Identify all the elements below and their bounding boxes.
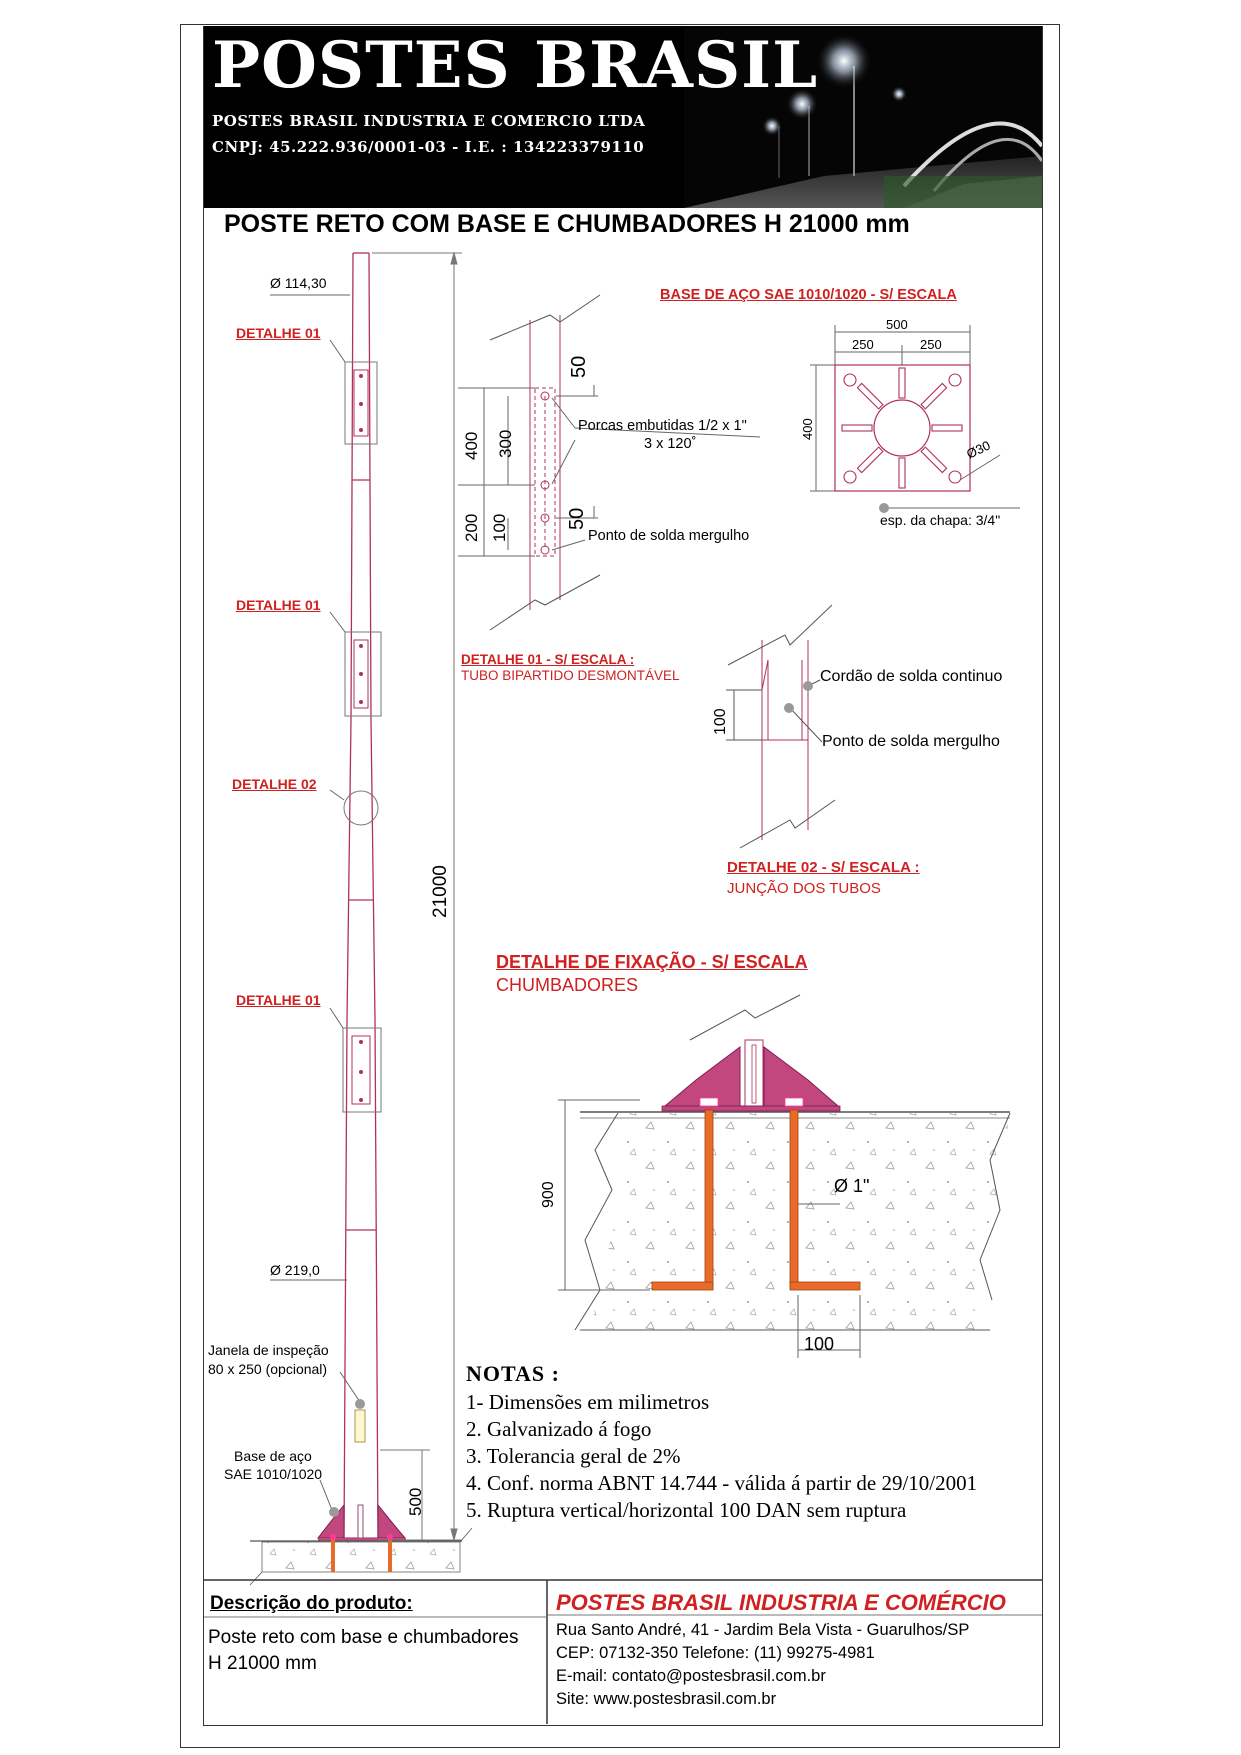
top-diameter-label: Ø 114,30 bbox=[270, 275, 327, 291]
product-description bbox=[208, 1625, 519, 1677]
base-plate-width: 500 bbox=[886, 317, 908, 332]
brand-logo: POSTES BRASIL bbox=[212, 28, 819, 103]
product-description-heading: Descrição do produto: bbox=[210, 1593, 413, 1614]
d01-dim-200: 200 bbox=[462, 513, 481, 542]
notes-heading: NOTAS : bbox=[466, 1361, 560, 1386]
anchor-base-plate bbox=[662, 995, 840, 1111]
d01-dim-400: 400 bbox=[462, 431, 481, 460]
detail-01-drawing bbox=[530, 315, 560, 610]
base-plate-hole: Ø30 bbox=[964, 437, 993, 462]
note-item: 3. Tolerancia geral de 2% bbox=[466, 1444, 681, 1468]
detail-02-drawing bbox=[762, 640, 808, 840]
detail02-tag: DETALHE 02 bbox=[232, 776, 317, 792]
d01-subtitle: TUBO BIPARTIDO DESMONTÁVEL bbox=[461, 668, 680, 683]
note-item: 5. Ruptura vertical/horizontal 100 DAN sem ruptura bbox=[466, 1498, 907, 1522]
footer-site[interactable]: Site: www.postesbrasil.com.br bbox=[556, 1690, 777, 1708]
bottom-diameter-label: Ø 219,0 bbox=[270, 1262, 320, 1278]
pole-elevation bbox=[344, 253, 378, 1540]
base-steel-label: Base de aço bbox=[234, 1448, 312, 1464]
d02-weld-point: Ponto de solda mergulho bbox=[822, 733, 1000, 750]
detail01-tag-mid: DETALHE 01 bbox=[236, 597, 321, 613]
d01-dim-50-bottom: 50 bbox=[566, 507, 588, 530]
page-title: POSTE RETO COM BASE E CHUMBADORES H 21000 mm bbox=[224, 210, 910, 238]
d02-title: DETALHE 02 - S/ ESCALA : bbox=[727, 859, 920, 876]
note-item: 2. Galvanizado á fogo bbox=[466, 1417, 652, 1441]
base-plate-half-right: 250 bbox=[920, 337, 942, 352]
anchor-subtitle: CHUMBADORES bbox=[496, 975, 639, 995]
anchor-hook-length: 100 bbox=[804, 1334, 835, 1354]
d01-nuts-angle: 3 x 120˚ bbox=[644, 436, 697, 452]
d01-title: DETALHE 01 - S/ ESCALA : bbox=[461, 652, 635, 667]
d02-weld-continuous: Cordão de solda continuo bbox=[820, 668, 1003, 685]
pole-leader-lines bbox=[270, 295, 360, 1510]
inspection-window-label: Janela de inspeção bbox=[208, 1342, 329, 1358]
d01-nuts-label: Porcas embutidas 1/2 x 1" bbox=[578, 418, 747, 434]
company-registration: CNPJ: 45.222.936/0001-03 - I.E. : 134223379110 bbox=[212, 138, 645, 156]
base-height-dimension: 500 bbox=[406, 1487, 425, 1516]
footer-address: Rua Santo André, 41 - Jardim Bela Vista - Guarulhos/SP bbox=[556, 1621, 970, 1639]
note-item: 1- Dimensões em milimetros bbox=[466, 1390, 710, 1414]
d02-dim-100: 100 bbox=[712, 708, 729, 735]
base-plate-thickness: esp. da chapa: 3/4" bbox=[880, 512, 1001, 528]
d01-dim-300: 300 bbox=[496, 429, 515, 458]
footer-company-name: POSTES BRASIL INDUSTRIA E COMÉRCIO bbox=[556, 1590, 1006, 1615]
d01-dim-50-top: 50 bbox=[568, 355, 590, 378]
note-item: 4. Conf. norma ABNT 14.744 - válida á partir de 29/10/2001 bbox=[466, 1471, 978, 1495]
footer-cep-phone: CEP: 07132-350 Telefone: (11) 99275-4981 bbox=[556, 1644, 875, 1662]
inspection-window-size: 80 x 250 (opcional) bbox=[208, 1361, 328, 1377]
d01-dim-100: 100 bbox=[490, 513, 509, 542]
base-plate-height: 400 bbox=[800, 418, 815, 440]
detail01-tag-low: DETALHE 01 bbox=[236, 992, 321, 1008]
inspection-window bbox=[355, 1410, 365, 1442]
base-plate-half-left: 250 bbox=[852, 337, 874, 352]
detail01-tag-top: DETALHE 01 bbox=[236, 325, 321, 341]
base-plate-title: BASE DE AÇO SAE 1010/1020 - S/ ESCALA bbox=[660, 287, 957, 303]
anchor-bolt-diameter: Ø 1" bbox=[834, 1176, 870, 1196]
company-name: POSTES BRASIL INDUSTRIA E COMERCIO LTDA bbox=[212, 112, 646, 130]
d01-weld-label: Ponto de solda mergulho bbox=[588, 528, 750, 544]
anchor-depth: 900 bbox=[540, 1181, 557, 1208]
footer-email[interactable]: E-mail: contato@postesbrasil.com.br bbox=[556, 1667, 826, 1685]
product-description-line2: H 21000 mm bbox=[208, 1653, 317, 1674]
product-description-line1: Poste reto com base e chumbadores bbox=[208, 1627, 519, 1648]
notes-block bbox=[466, 1360, 977, 1524]
anchor-title: DETALHE DE FIXAÇÃO - S/ ESCALA bbox=[496, 952, 808, 972]
base-steel-grade: SAE 1010/1020 bbox=[224, 1466, 323, 1482]
height-dimension: 21000 bbox=[430, 865, 451, 918]
base-plate-plan bbox=[810, 325, 1020, 513]
d02-subtitle: JUNÇÃO DOS TUBOS bbox=[727, 880, 881, 897]
